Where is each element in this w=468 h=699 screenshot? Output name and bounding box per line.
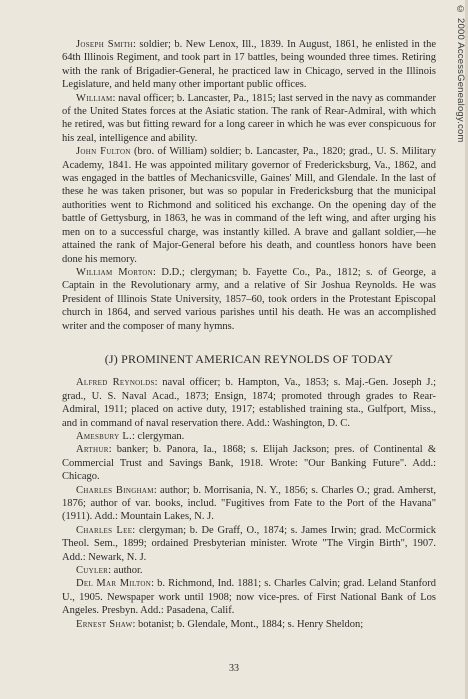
entry-text: : b. Richmond, Ind. 1881; s. Charles Calvin; grad. Leland Stanford U., 1905. Newspaper work until 1908; now vice-pres. of First National Bank of Los Angeles. Presbyn. Add.: Pasadena, Calif. [62,578,436,617]
entry-text: : clergyman; b. De Graff, O., 1874; s. James Irwin; grad. McCormick Theol. Sem., 1899; ordained Presbyterian minister. Wrote "The Virgin Birth", 1907. Add.: Newark, N. J. [62,524,436,563]
entry-name: William [76,92,113,104]
entry-paragraph [62,618,436,631]
entry-text: : naval officer; b. Hampton, Va., 1853; s. Maj.-Gen. Joseph J.; grad., U. S. Naval Acad., 1873; Ensign, 1874; promoted through grades to Rear-Admiral, 1911; placed on active duty, 1917; established training sta., Gulfport, Miss., and in command of naval reservation there. Add.: Washington, D. C. [62,377,437,429]
entry-text: : naval officer; b. Lancaster, Pa., 1815; last served in the navy as commander of the United States forces at the Asiatic station. The rank of Rear-Admiral, with which he retired, was but fitting reward for a long career in which he was ever conspicuous for his zeal, intelligence and ability. [62,92,436,144]
entry-text: : author. [108,565,143,577]
entry-paragraph [62,443,436,483]
entry-name: Cuyler [76,565,109,577]
page-number: 33 [229,663,239,674]
entry-paragraph [62,145,436,266]
entry-text: : banker; b. Panora, Ia., 1868; s. Elijah Jackson; pres. of Continental & Commercial Trust and Savings Bank, 1918. Wrote: "Our Banking Future". Add.: Chicago. [62,444,436,483]
biography-entries-historical [62,38,436,333]
entry-name: Charles Bingham [76,484,154,496]
entry-paragraph [62,430,436,443]
entry-paragraph [62,577,436,617]
entry-paragraph [62,484,436,524]
copyright-watermark: © 2000 AccessGenealogy.com [455,4,466,143]
page-body [62,38,436,631]
entry-name: Charles Lee [76,524,133,536]
section-heading: (J) PROMINENT AMERICAN REYNOLDS OF TODAY [104,351,394,366]
entry-name: Joseph Smith [76,39,134,50]
biography-entries-today [62,376,436,631]
entry-name: John Fulton [76,146,131,158]
entry-name: Arthur [76,444,109,456]
entry-paragraph [62,524,436,564]
entry-paragraph [62,38,436,92]
entry-text: (bro. of William) soldier; b. Lancaster, Pa., 1820; grad., U. S. Military Academy, 1841. He was appointed military governor of Fredericksburg, Va., 1862, and was engaged in the battles of Mechanicsville, Gaines' Mill, and Glendale. In the last of these he was taken prisoner, but was so popular in Fredericksburg that the municipal authorities went to Richmond and soliticed his exchange. On the opening day of the battle of Gettysburg, in 1863, he was in command of the left wing, and after urging his men on to a successful charge, was instantly killed. A brave and gallant soldier,—he attained the rank of Major-General before his death, and countless honors have been done his memory. [62,146,436,265]
entry-paragraph [62,564,436,577]
entry-name: Amesbury L. [76,430,133,442]
entry-name: Alfred Reynolds [76,377,155,389]
entry-text: : clergyman. [132,430,185,442]
entry-paragraph [62,92,436,146]
entry-text: : author; b. Morrisania, N. Y., 1856; s. Charles O.; grad. Amherst, 1876; author of var. books, includ. "Fugitives from Fate to the Port of the Havana" (1911). Add.: Mountain Lakes, N. J. [62,484,436,523]
entry-name: Del Mar Milton [76,578,152,590]
entry-text: : D.D.; clergyman; b. Fayette Co., Pa., 1812; s. of George, a Captain in the Revolutionary army, and a relative of Sir Joshua Reynolds. He was President of Illinois State University, 1857–60, took orders in the Protestant Episcopal church in 1864, and served various parishes until his death. He was an accomplished writer and the composer of many hymns. [62,266,436,332]
entry-text: : soldier; b. New Lenox, Ill., 1839. In August, 1861, he enlisted in the 64th Illinois Regiment, and took part in 17 battles, being wounded three times. Retiring with the rank of Brigadier-General, he practiced law in Chicago, served in the Illinois Legislature, and held many other important public offices. [62,39,436,91]
entry-paragraph [62,266,436,333]
entry-name: William Morton [76,266,153,278]
entry-paragraph [62,376,436,430]
entry-name: Ernest Shaw [76,618,133,630]
entry-text: : botanist; b. Glendale, Mont., 1884; s. Henry Sheldon; [132,618,364,630]
